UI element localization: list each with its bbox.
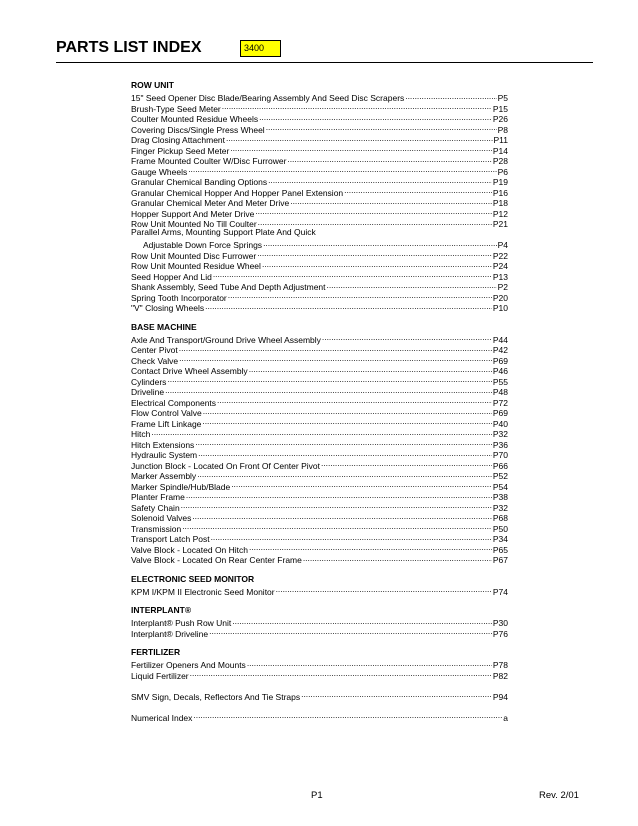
entry-name: Check Valve — [131, 355, 179, 366]
dot-leader — [211, 532, 492, 543]
index-entry — [131, 479, 508, 490]
entry-page: P12 — [492, 208, 508, 219]
entry-name: Hitch Extensions — [131, 439, 195, 450]
index-entry — [131, 710, 508, 721]
index-entry — [131, 164, 508, 175]
entry-name: Interplant® Push Row Unit — [131, 618, 232, 628]
dot-leader — [249, 364, 492, 375]
entry-name: 15" Seed Opener Disc Blade/Bearing Assembly And Seed Disc Scrapers — [131, 93, 405, 103]
index-entry — [131, 511, 508, 522]
entry-page: P55 — [492, 376, 508, 387]
entry-name: Shank Assembly, Seed Tube And Depth Adjustment — [131, 282, 326, 292]
dot-leader — [217, 395, 492, 406]
dot-leader — [257, 248, 492, 259]
dot-leader — [266, 122, 497, 133]
dot-leader — [190, 668, 492, 679]
entry-page: P26 — [492, 114, 508, 124]
entry-page: P22 — [492, 250, 508, 261]
entry-page: P19 — [492, 177, 508, 187]
dot-leader — [197, 469, 492, 480]
dot-leader — [179, 343, 492, 354]
entry-page: P94 — [492, 691, 508, 702]
entry-page: P66 — [492, 460, 508, 471]
dot-leader — [205, 301, 492, 312]
entry-page: P50 — [492, 523, 508, 534]
entry-page: P48 — [492, 387, 508, 397]
entry-page: P14 — [492, 145, 508, 156]
section-title: ELECTRONIC SEED MONITOR — [131, 573, 255, 584]
index-entry — [131, 353, 508, 364]
entry-page: P69 — [492, 355, 508, 366]
dot-leader — [195, 437, 492, 448]
dot-leader — [321, 458, 492, 469]
entry-page: P6 — [497, 166, 508, 177]
index-section — [131, 605, 508, 637]
index-entry — [131, 217, 508, 228]
entry-name: Granular Chemical Banding Options — [131, 177, 268, 187]
index-entry — [131, 91, 508, 102]
index-content — [131, 80, 508, 721]
index-entry — [131, 427, 508, 438]
entry-name: Driveline — [131, 387, 165, 397]
entry-name: Brush-Type Seed Meter — [131, 103, 221, 114]
entry-name: Interplant® Driveline — [131, 628, 209, 639]
index-entry — [131, 668, 508, 679]
model-number-badge: 3400 — [240, 40, 281, 57]
index-entry — [131, 448, 508, 459]
entry-name: Valve Block - Located On Rear Center Frame — [131, 555, 302, 565]
entry-name: Row Unit Mounted No Till Coulter — [131, 219, 257, 229]
index-entry — [131, 689, 508, 700]
index-section — [131, 322, 508, 564]
entry-page: P34 — [492, 534, 508, 544]
entry-name: Gauge Wheels — [131, 166, 188, 177]
entry-page: P11 — [493, 135, 508, 145]
dot-leader — [405, 91, 496, 102]
index-entry — [131, 658, 508, 669]
dot-leader — [186, 490, 492, 501]
entry-name: Finger Pickup Seed Meter — [131, 145, 230, 156]
entry-page: P5 — [497, 93, 508, 103]
index-entry — [131, 185, 508, 196]
dot-leader — [226, 133, 492, 144]
entry-name: Marker Spindle/Hub/Blade — [131, 481, 231, 492]
entry-page: P82 — [492, 670, 508, 681]
index-entry — [131, 374, 508, 385]
entry-page: P52 — [492, 471, 508, 481]
entry-name: Axle And Transport/Ground Drive Wheel Assembly — [131, 334, 321, 345]
index-entry — [131, 290, 508, 301]
dot-leader — [249, 542, 492, 553]
index-entry — [131, 437, 508, 448]
entry-name: Adjustable Down Force Springs — [143, 240, 263, 250]
entry-name: Frame Mounted Coulter W/Disc Furrower — [131, 156, 287, 166]
index-entry — [131, 364, 508, 375]
index-entry — [131, 269, 508, 280]
dot-leader — [193, 710, 502, 721]
index-entry — [131, 616, 508, 627]
index-entry — [131, 416, 508, 427]
dot-leader — [231, 479, 492, 490]
dot-leader — [181, 500, 492, 511]
dot-leader — [290, 196, 492, 207]
index-section — [131, 80, 508, 311]
section-title: INTERPLANT® — [131, 605, 192, 615]
entry-page: P68 — [492, 513, 508, 523]
entry-page: P54 — [492, 481, 508, 492]
entry-page: P70 — [492, 450, 508, 460]
index-entry — [131, 154, 508, 165]
entry-page: P16 — [492, 187, 508, 198]
entry-page: P69 — [492, 408, 508, 418]
entry-page: P24 — [492, 261, 508, 271]
index-entry — [131, 259, 508, 270]
index-section — [131, 647, 508, 679]
entry-name: Drag Closing Attachment — [131, 135, 226, 145]
entry-page: P40 — [492, 418, 508, 429]
entry-page: P8 — [497, 124, 508, 135]
dot-leader — [165, 385, 492, 396]
entry-name: Hopper Support And Meter Drive — [131, 208, 255, 219]
index-entry — [131, 280, 508, 291]
section-title: BASE MACHINE — [131, 321, 197, 332]
index-section — [131, 574, 508, 595]
index-entry — [131, 332, 508, 343]
dot-leader — [151, 427, 492, 438]
entry-name: Liquid Fertilizer — [131, 670, 189, 681]
index-entry — [131, 532, 508, 543]
index-entry — [131, 206, 508, 217]
entry-name: Coulter Mounted Residue Wheels — [131, 114, 259, 124]
dot-leader — [301, 689, 492, 700]
dot-leader — [203, 406, 492, 417]
index-entry — [131, 301, 508, 312]
index-entry — [131, 238, 508, 249]
entry-name: Spring Tooth Incorporator — [131, 292, 227, 303]
dot-leader — [247, 658, 492, 669]
index-entry — [131, 133, 508, 144]
entry-name: "V" Closing Wheels — [131, 303, 205, 313]
index-entry — [131, 542, 508, 553]
index-entry — [131, 521, 508, 532]
entry-name: Contact Drive Wheel Assembly — [131, 366, 248, 376]
entry-name: Fertilizer Openers And Mounts — [131, 660, 246, 670]
entry-page: P21 — [492, 219, 508, 229]
entry-name: Granular Chemical Hopper And Hopper Panel Extension — [131, 187, 344, 198]
index-entry — [131, 101, 508, 112]
entry-name: Valve Block - Located On Hitch — [131, 544, 249, 555]
dot-leader — [255, 206, 492, 217]
dot-leader — [228, 290, 492, 301]
revision-label: Rev. 2/01 — [539, 790, 579, 801]
entry-page: P46 — [492, 366, 508, 376]
entry-name: Granular Chemical Meter And Meter Drive — [131, 198, 290, 208]
dot-leader — [258, 217, 492, 228]
section-title: ROW UNIT — [131, 80, 174, 90]
index-entry — [131, 500, 508, 511]
dot-leader — [287, 154, 491, 165]
entry-name: Parallel Arms, Mounting Support Plate And Quick — [131, 227, 316, 237]
entry-page: P74 — [492, 586, 508, 597]
index-entry — [131, 227, 508, 238]
entry-page: P67 — [492, 555, 508, 565]
dot-leader — [268, 175, 492, 186]
entry-page: P72 — [492, 397, 508, 408]
entry-page: P30 — [492, 618, 508, 628]
entry-name: Seed Hopper And Lid — [131, 271, 212, 282]
entry-page: P2 — [497, 282, 508, 292]
dot-leader — [222, 101, 492, 112]
dot-leader — [327, 280, 497, 291]
dot-leader — [232, 616, 492, 627]
dot-leader — [230, 143, 492, 154]
entry-name: Electrical Components — [131, 397, 217, 408]
dot-leader — [276, 584, 492, 595]
entry-name: KPM I/KPM II Electronic Seed Monitor — [131, 586, 275, 597]
dot-leader — [198, 448, 492, 459]
entry-page: P32 — [492, 429, 508, 439]
entry-page: P4 — [497, 240, 508, 250]
index-entry — [131, 143, 508, 154]
entry-page: P36 — [492, 439, 508, 450]
entry-name: Planter Frame — [131, 492, 185, 502]
entry-name: Flow Control Valve — [131, 408, 202, 418]
entry-name: Hitch — [131, 429, 151, 439]
entry-name: Center Pivot — [131, 345, 178, 355]
index-entry — [131, 196, 508, 207]
entry-page: P76 — [492, 628, 508, 639]
entry-name: Frame Lift Linkage — [131, 418, 202, 429]
dot-leader — [192, 511, 492, 522]
index-entry — [131, 175, 508, 186]
dot-leader — [209, 626, 492, 637]
entry-name: Marker Assembly — [131, 471, 197, 481]
dot-leader — [179, 353, 492, 364]
entry-name: Cylinders — [131, 376, 167, 387]
index-section — [131, 710, 508, 721]
entry-page: P15 — [492, 103, 508, 114]
dot-leader — [167, 374, 491, 385]
entry-page: P78 — [492, 660, 508, 670]
dot-leader — [303, 553, 492, 564]
header-rule — [56, 62, 593, 63]
index-entry — [131, 395, 508, 406]
page-title: PARTS LIST INDEX — [56, 39, 202, 56]
dot-leader — [188, 164, 496, 175]
entry-page: P18 — [492, 198, 508, 208]
entry-name: SMV Sign, Decals, Reflectors And Tie Straps — [131, 691, 301, 702]
section-title: FERTILIZER — [131, 647, 181, 657]
dot-leader — [202, 416, 491, 427]
entry-name: Transport Latch Post — [131, 534, 210, 544]
entry-page: P20 — [492, 292, 508, 303]
entry-page: P44 — [492, 334, 508, 345]
entry-name: Safety Chain — [131, 502, 180, 513]
index-entry — [131, 458, 508, 469]
dot-leader — [262, 259, 492, 270]
index-entry — [131, 385, 508, 396]
index-entry — [131, 553, 508, 564]
index-entry — [131, 112, 508, 123]
entry-name: Row Unit Mounted Residue Wheel — [131, 261, 261, 271]
entry-name: Row Unit Mounted Disc Furrower — [131, 250, 257, 261]
entry-page: P32 — [492, 502, 508, 513]
index-entry — [131, 490, 508, 501]
entry-page: P38 — [492, 492, 508, 502]
entry-page: P28 — [492, 156, 508, 166]
dot-leader — [344, 185, 492, 196]
entry-page: a — [503, 712, 508, 723]
index-entry — [131, 406, 508, 417]
entry-page: P65 — [492, 544, 508, 555]
entry-name: Hydraulic System — [131, 450, 198, 460]
entry-name: Solenoid Valves — [131, 513, 192, 523]
index-entry — [131, 584, 508, 595]
dot-leader — [322, 332, 492, 343]
entry-name: Junction Block - Located On Front Of Center Pivot — [131, 460, 320, 471]
entry-page: P13 — [492, 271, 508, 282]
dot-leader — [213, 269, 492, 280]
entry-name: Transmission — [131, 523, 182, 534]
dot-leader — [263, 238, 497, 249]
index-entry — [131, 343, 508, 354]
index-entry — [131, 248, 508, 259]
page-number: P1 — [311, 790, 323, 801]
dot-leader — [182, 521, 492, 532]
index-entry — [131, 469, 508, 480]
index-entry — [131, 626, 508, 637]
index-section — [131, 689, 508, 700]
entry-page: P42 — [492, 345, 508, 355]
index-entry — [131, 122, 508, 133]
entry-page: P10 — [492, 303, 508, 313]
entry-name: Covering Discs/Single Press Wheel — [131, 124, 265, 135]
entry-name: Numerical Index — [131, 712, 193, 723]
dot-leader — [259, 112, 492, 123]
